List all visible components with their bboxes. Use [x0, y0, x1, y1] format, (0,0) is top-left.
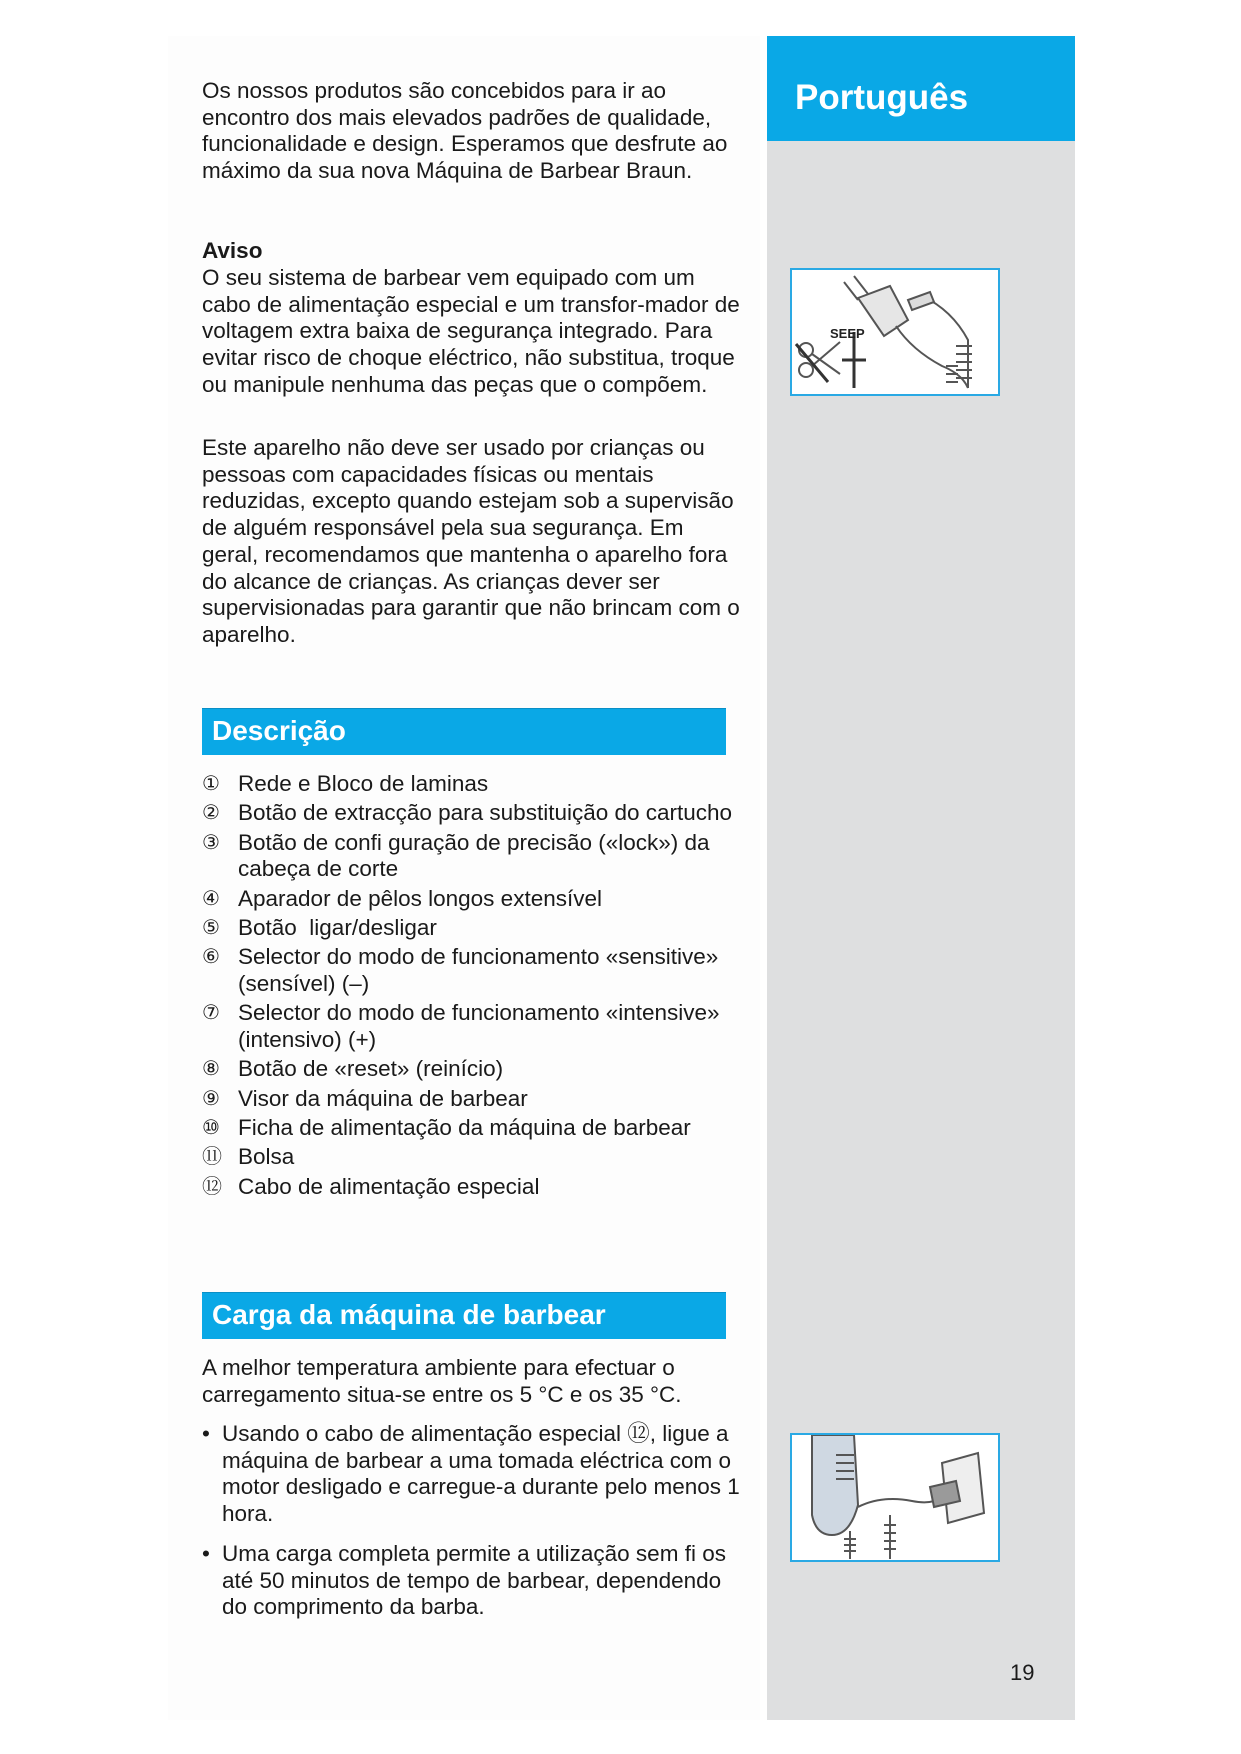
- list-item: [202, 1144, 742, 1171]
- list-item: [202, 830, 742, 884]
- item-number: ⑨: [202, 1087, 220, 1110]
- item-text: Botão de confi guração de precisão («lock») da cabeça de corte: [238, 829, 710, 882]
- list-item: [202, 944, 742, 998]
- parts-list: [202, 771, 742, 1203]
- warning-paragraph-2: Este aparelho não deve ser usado por crianças ou pessoas com capacidades físicas ou mentais reduzidas, excepto quando estejam sob a supervisão de alguém responsável pela sua segurança. Em geral, recomendamos que mantenha o aparelho fora do alcance de crianças. As crianças dever ser supervisionadas para garantir que não brincam com o aparelho.: [202, 435, 740, 647]
- warning-title: Aviso: [202, 238, 263, 263]
- list-item: [202, 771, 742, 798]
- item-text: Aparador de pêlos longos extensível: [238, 885, 602, 911]
- list-item: [202, 1086, 742, 1113]
- item-text: Selector do modo de funcionamento «sensitive» (sensível) (–): [238, 944, 719, 997]
- item-number: ⑩: [202, 1117, 220, 1140]
- list-item: [202, 1174, 742, 1201]
- shaver-charging-illustration: [792, 1435, 998, 1560]
- bullet-item: • Usando o cabo de alimentação especial ⑫, ligue a máquina de barbear a uma tomada eléctrica com o motor desligado e carregue-a durante pelo menos 1 hora.: [202, 1421, 742, 1528]
- power-cord-warning-figure: [790, 268, 1000, 396]
- charging-title: Carga da máquina de barbear: [212, 1299, 606, 1330]
- item-text: Botão de extracção para substituição do cartucho: [238, 800, 733, 826]
- page-number: 19: [1010, 1660, 1035, 1685]
- item-text: Cabo de alimentação especial: [238, 1173, 540, 1199]
- item-number: ④: [202, 887, 220, 910]
- list-item: [202, 800, 742, 827]
- charging-intro: A melhor temperatura ambiente para efectuar o carregamento situa-se entre os 5 °C e os 35 °C.: [202, 1355, 682, 1407]
- item-text: Visor da máquina de barbear: [238, 1085, 528, 1111]
- bullet-item: • Uma carga completa permite a utilização sem fi os até 50 minutos de tempo de barbear, dependendo do comprimento da barba.: [202, 1541, 742, 1621]
- charging-section-header: [202, 1292, 726, 1339]
- list-item: [202, 1115, 742, 1142]
- charging-figure: [790, 1433, 1000, 1562]
- item-text: Ficha de alimentação da máquina de barbear: [238, 1115, 691, 1141]
- item-number: ⑥: [202, 946, 220, 969]
- item-number: ⑫: [202, 1175, 222, 1198]
- description-section-header: [202, 708, 726, 755]
- language-title: Português: [795, 78, 969, 117]
- item-text: Selector do modo de funcionamento «intensive» (intensivo) (+): [238, 1000, 720, 1053]
- power-cord-illustration: [792, 270, 998, 394]
- item-text: Bolsa: [238, 1144, 295, 1170]
- warning-paragraph-1: O seu sistema de barbear vem equipado com um cabo de alimentação especial e um transfor-mador de voltagem extra baixa de segurança integrado. Para evitar risco de choque eléctrico, não substitua, troque ou manipule nenhuma das peças que o compõem.: [202, 265, 740, 397]
- item-number: ③: [202, 831, 220, 854]
- item-number: ⑤: [202, 916, 220, 939]
- item-number: ⑪: [202, 1146, 222, 1169]
- charging-bullets: [202, 1421, 742, 1634]
- item-number: ⑧: [202, 1058, 220, 1081]
- list-item: [202, 915, 742, 942]
- item-text: Botão ligar/desligar: [238, 914, 437, 940]
- description-title: Descrição: [212, 715, 346, 746]
- list-item: [202, 1056, 742, 1083]
- figure-label: SEEP: [830, 326, 865, 341]
- item-number: ②: [202, 802, 220, 825]
- list-item: [202, 886, 742, 913]
- list-item: [202, 1000, 742, 1054]
- item-number: ⑦: [202, 1002, 220, 1025]
- intro-paragraph: Os nossos produtos são concebidos para ir ao encontro dos mais elevados padrões de qualidade, funcionalidade e design. Esperamos que desfrute ao máximo da sua nova Máquina de Barbear Braun.: [202, 78, 728, 184]
- item-text: Botão de «reset» (reinício): [238, 1056, 504, 1082]
- item-number: ①: [202, 773, 220, 795]
- item-text: Rede e Bloco de laminas: [238, 771, 489, 796]
